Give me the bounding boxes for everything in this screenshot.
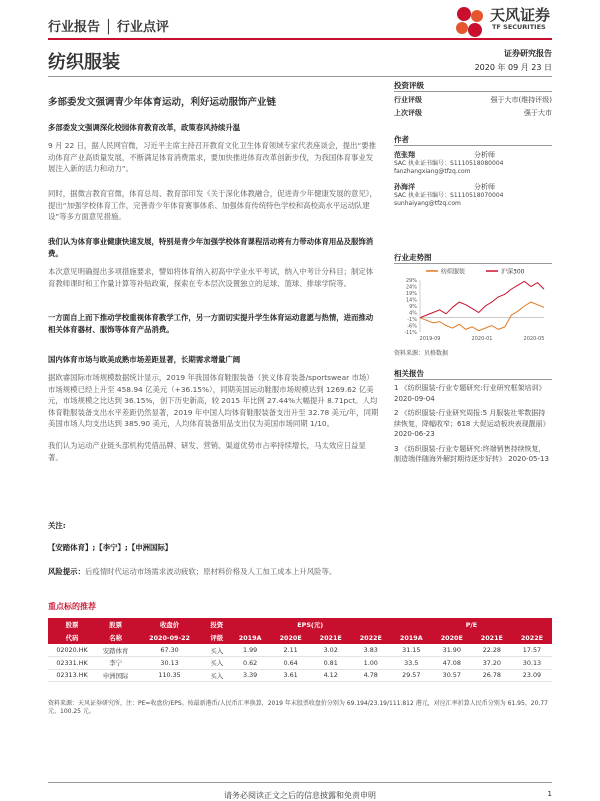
sidebar-rule <box>394 91 552 92</box>
column-header: 2020E <box>271 631 311 644</box>
column-header: 2019A <box>230 631 271 644</box>
table-cell: 0.64 <box>271 657 311 670</box>
table-cell: 17.57 <box>512 644 552 657</box>
headline: 多部委发文强调青少年体育运动，利好运动服饰产业链 <box>48 97 277 108</box>
legend-label: 沪深300 <box>501 268 525 276</box>
table-cell: 安踏体育 <box>96 644 135 657</box>
table-cell: 买入 <box>204 657 230 670</box>
previous-rating-value: 强于大市 <box>524 109 552 117</box>
table-row <box>48 669 552 682</box>
section-1-para-1: 9 月 22 日，据人民网官微，习近平主席主持召开教育文化卫生体育领域专家代表座谈会，提出“要推动体育产业高质量发展，不断满足体育消费需求，要加快推进体育改革创新步伐，为我国体育事业发展注入新的活力和动力”。 <box>48 141 377 173</box>
author-2-role: 分析师 <box>474 183 495 191</box>
focus-list: 【安踏体育】;【李宁】;【申洲国际】 <box>48 543 173 552</box>
section-3-title: 国内体育市场与欧美成熟市场差距显著，长期需求增量广阔 <box>48 355 241 364</box>
column-header: 2020E <box>432 631 472 644</box>
table-cell: 0.62 <box>230 657 271 670</box>
column-header: 代码 <box>48 631 96 644</box>
author-1 <box>394 150 552 176</box>
y-tick-label: 29% <box>405 278 417 284</box>
column-header: 2022E <box>512 631 552 644</box>
footer-disclaimer: 请务必阅读正文之后的信息披露和免责申明 <box>224 791 376 800</box>
table-cell: 申洲国际 <box>96 669 135 682</box>
author-2-name: 孙海洋 <box>394 183 415 191</box>
column-header: 2020-09-22 <box>135 631 204 644</box>
table-cell: 30.13 <box>512 657 552 670</box>
table-cell: 29.57 <box>391 669 432 682</box>
risk-note <box>48 566 380 578</box>
y-tick-label: 9% <box>409 304 417 310</box>
related-item[interactable]: 1 《纺织服装-行业专题研究:行业研究框架培训》 2020-09-04 <box>394 384 546 403</box>
table-header-row-1 <box>48 618 552 631</box>
y-tick-label: -1% <box>407 317 417 323</box>
table-title: 重点标的推荐 <box>48 602 96 611</box>
section-2-para-2: 一方面自上而下推动学校重视体育教学工作，另一方面切实提升学生体育运动意愿与热情，进而推动相关体育器材、服饰等体育产品消费。 <box>48 313 374 334</box>
brand-logo-icon <box>452 4 488 40</box>
table-cell: 22.28 <box>472 644 512 657</box>
table-cell: 1.00 <box>351 657 391 670</box>
table-cell: 67.30 <box>135 644 204 657</box>
table-cell: 02020.HK <box>48 644 96 657</box>
table-cell: 3.83 <box>351 644 391 657</box>
section-3-para-2: 我们认为运动产业链头部机构凭借品牌、研发、营销、渠道优势市占率持续增长，马太效应日益显著。 <box>48 441 366 462</box>
table-cell: 110.35 <box>135 669 204 682</box>
y-tick-label: 14% <box>405 297 417 304</box>
section-2-title: 我们认为体育事业健康快速发展，特别是青少年加强学校体育课程活动将有力带动体育用品及服饰消费。 <box>48 237 374 258</box>
column-header: 2021E <box>472 631 512 644</box>
industry-title: 纺织服装 <box>48 52 120 73</box>
chart-title: 行业走势图 <box>394 253 432 262</box>
series-line <box>420 281 544 317</box>
column-header: 名称 <box>96 631 135 644</box>
table-cell: 31.90 <box>432 644 472 657</box>
author-2 <box>394 182 552 208</box>
author-2-email[interactable]: sunhaiyang@tfzq.com <box>394 200 461 207</box>
rating-title: 投资评级 <box>394 81 424 90</box>
section-3-para-1: 据欧睿国际市场规模数据统计显示，2019 年我国体育鞋服装备（狭义体育装备/sportswear 市场）市场规模已经上升至 458.94 亿美元（+36.15%），同期美国运动鞋服市场规模达到 1269.62 亿美元，市场规模之比达到 36.15%，创下历史新高，较 2015 年比例 27.44%大幅提升 8.71pct。人均体育鞋服装备支出水平差距仍然显著，2019 年中国人均体育鞋服装备支出升至 32.78 美元/年，同期美国市场人均支出达到 385.90 美元，人均体育装备用品支出仅为美国市场同期 1/10。 <box>48 373 379 428</box>
series-line <box>420 302 544 331</box>
table-header-row-2 <box>48 631 552 644</box>
page-number: 1 <box>547 790 552 798</box>
industry-rating-key: 行业评级 <box>394 96 422 104</box>
table-note: 资料来源：天风证券研究所，注：PE=收盘价/EPS。按最新港币/人民币汇率换算，2019 年末股票收盘价分别为 69.194/23.19/111.812 港元，对应汇率折算人民币分别为 61.95、20.77 元、100.25 元。 <box>48 700 548 715</box>
brand-name-en: TF SECURITIES <box>492 23 546 31</box>
column-header: 股票 <box>48 618 96 631</box>
recommendation-table <box>48 618 552 682</box>
sidebar-rule <box>394 379 552 380</box>
brand-name-cn: 天风证券 <box>490 6 551 24</box>
section-1-para-2: 同时，据微言教育官微，体育总局、教育部印发《关于深化体教融合，促进青少年健康发展的意见》，提出“加强学校体育工作，完善青少年体育赛事体系、加强体育传统特色学校和高校高水平运动队建设”等多方面意见措施。 <box>48 189 377 221</box>
column-header: 投资 <box>204 618 230 631</box>
y-tick-label: 4% <box>409 310 417 317</box>
table-cell: 2.11 <box>271 644 311 657</box>
table-cell: 3.02 <box>311 644 351 657</box>
table-cell: 0.81 <box>311 657 351 670</box>
author-1-role: 分析师 <box>474 151 495 159</box>
section-1-title: 多部委发文强调深化校园体育教育改革，政策春风持续升温 <box>48 123 241 132</box>
table-cell: 买入 <box>204 644 230 657</box>
legend-label: 纺织服装 <box>441 268 466 276</box>
footer-rule <box>48 782 552 783</box>
pe-group-header: P/E <box>391 618 552 631</box>
header-rule <box>48 38 552 40</box>
author-1-email[interactable]: fanzhangxiang@tfzq.com <box>394 168 471 175</box>
sidebar-rule <box>394 145 552 146</box>
author-1-sac: SAC 执业证书编号：S1110518080004 <box>394 160 504 167</box>
report-type: 行业报告 │ 行业点评 <box>48 20 169 35</box>
trend-chart-svg <box>394 266 552 346</box>
section-2-para-1: 本次意见明确提出多项措施要求，譬如将体育纳入初高中学业水平考试，纳入中考计分科目；制定体育教师课时和工作量计算等补贴政策，探索在专本层次设置独立的足球、篮球、排球学院等。 <box>48 267 374 288</box>
related-item[interactable]: 3 《纺织服装-行业专题研究:终端销售持续恢复，制造端伴随海外解封期待逐步好转》 2020-05-13 <box>394 444 549 463</box>
table-cell: 李宁 <box>96 657 135 670</box>
column-header: 2019A <box>391 631 432 644</box>
table-row <box>48 644 552 657</box>
table-cell: 4.12 <box>311 669 351 682</box>
column-header: 收盘价 <box>135 618 204 631</box>
table-cell: 23.09 <box>512 669 552 682</box>
related-title: 相关报告 <box>394 369 424 378</box>
previous-rating-key: 上次评级 <box>394 109 422 117</box>
table-cell: 37.20 <box>472 657 512 670</box>
table-row <box>48 657 552 670</box>
industry-rating <box>394 95 552 105</box>
risk-label: 风险提示： <box>48 567 85 576</box>
table-cell: 31.15 <box>391 644 432 657</box>
x-tick-label: 2019-09 <box>419 336 441 342</box>
table-cell: 30.13 <box>135 657 204 670</box>
risk-text: 后疫情时代运动市场需求波动疲软；原材料价格及人工加工成本上升风险等。 <box>84 567 337 576</box>
column-header: 评级 <box>204 631 230 644</box>
table-cell: 02331.HK <box>48 657 96 670</box>
y-tick-label: 19% <box>405 291 417 297</box>
previous-rating <box>394 108 552 118</box>
eps-group-header: EPS(元) <box>230 618 391 631</box>
table-cell: 3.39 <box>230 669 271 682</box>
authors-title: 作者 <box>394 135 409 144</box>
related-item[interactable]: 2 《纺织服装-行业研究周报:5 月服装社零数据持续恢复，降幅收窄；618 大促运动板块表现靓丽》 2020-06-23 <box>394 409 550 438</box>
table-cell: 26.78 <box>472 669 512 682</box>
chart-source: 资料来源：贝格数据 <box>394 350 449 357</box>
table-cell: 4.78 <box>351 669 391 682</box>
table-cell: 30.57 <box>432 669 472 682</box>
table-cell: 1.99 <box>230 644 271 657</box>
author-1-name: 范张翔 <box>394 151 415 159</box>
title-rule <box>48 76 552 77</box>
table-cell: 47.08 <box>432 657 472 670</box>
y-tick-label: 24% <box>405 284 417 291</box>
table-cell: 3.61 <box>271 669 311 682</box>
report-label: 证券研究报告 <box>504 49 552 58</box>
sidebar-rule <box>394 263 552 264</box>
trend-chart <box>394 266 552 346</box>
author-2-sac: SAC 执业证书编号：S1110518070004 <box>394 192 504 199</box>
column-header: 2022E <box>351 631 391 644</box>
table-cell: 33.5 <box>391 657 432 670</box>
y-tick-label: -11% <box>404 330 417 336</box>
x-tick-label: 2020-05 <box>523 336 545 342</box>
related-list <box>394 383 552 465</box>
column-header: 2021E <box>311 631 351 644</box>
report-date: 2020 年 09 月 23 日 <box>474 63 552 72</box>
focus-label: 关注: <box>48 521 66 530</box>
table-cell: 02313.HK <box>48 669 96 682</box>
y-tick-label: -6% <box>407 323 417 330</box>
x-tick-label: 2020-01 <box>471 336 493 342</box>
industry-rating-value: 强于大市(维持评级) <box>490 96 552 104</box>
table-cell: 买入 <box>204 669 230 682</box>
column-header: 股票 <box>96 618 135 631</box>
